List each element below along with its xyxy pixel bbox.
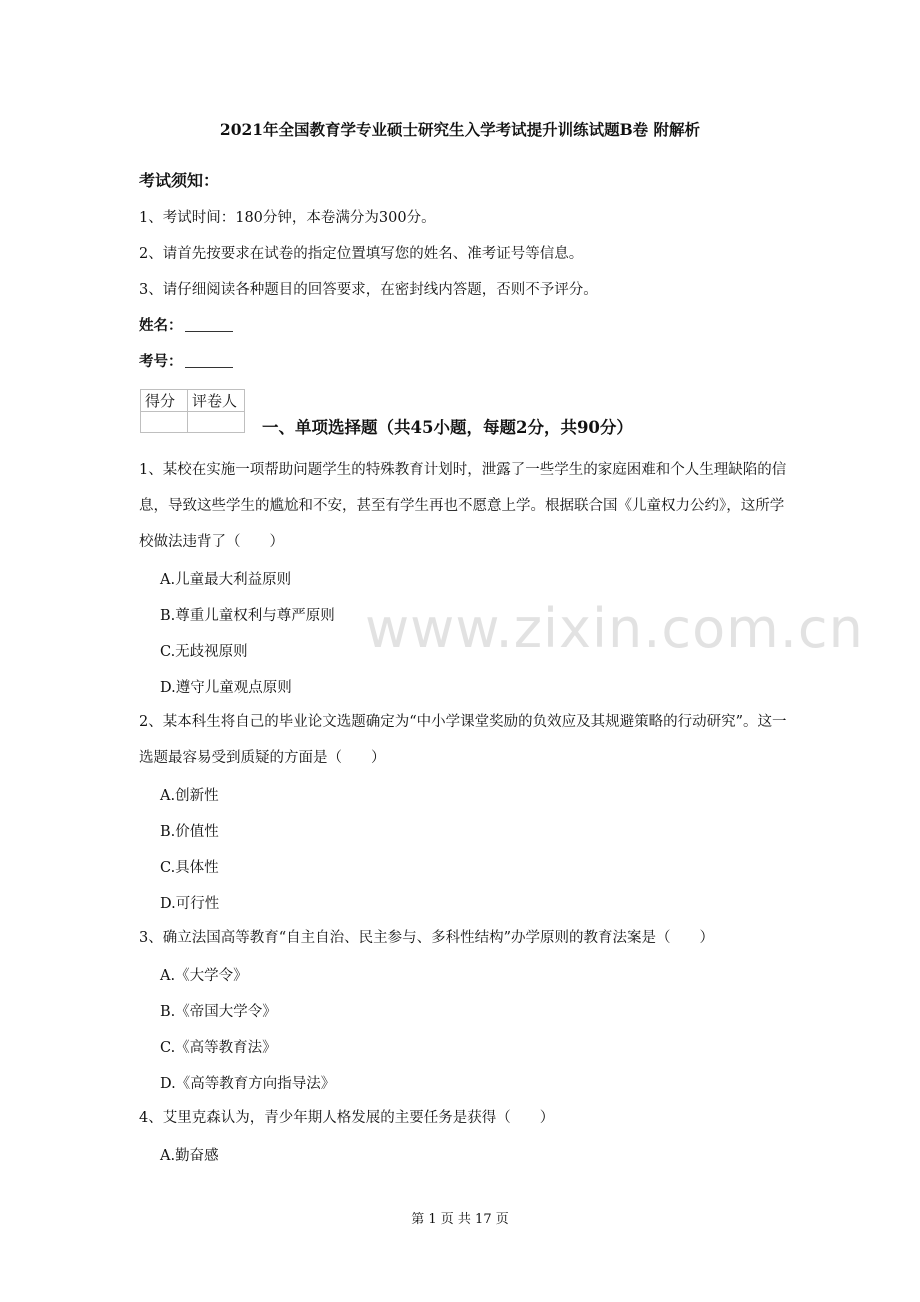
- question-4-option-a: A.勤奋感: [160, 1148, 219, 1164]
- page-footer: 第 1 页 共 17 页: [411, 1212, 509, 1227]
- document-title: 2021年全国教育学专业硕士研究生入学考试提升训练试题B卷 附解析: [219, 120, 701, 139]
- question-4-stem: 4、艾里克森认为，青少年期人格发展的主要任务是获得（ ）: [139, 1110, 555, 1126]
- question-3-option-c: C.《高等教育法》: [160, 1040, 277, 1056]
- watermark: www.zixin.com.cn: [365, 597, 864, 660]
- notice-item-3: 3、请仔细阅读各种题目的回答要求，在密封线内答题，否则不予评分。: [139, 282, 598, 298]
- question-2-option-c: C.具体性: [160, 860, 219, 876]
- question-2-stem: 2、某本科生将自己的毕业论文选题确定为“中小学课堂奖励的负效应及其规避策略的行动研究”。这一选题最容易受到质疑的方面是（ ）: [139, 714, 787, 766]
- score-cell[interactable]: [141, 412, 188, 433]
- id-field: [139, 350, 233, 371]
- notice-heading: 考试须知：: [139, 171, 220, 190]
- question-2-option-d: D.可行性: [160, 896, 220, 912]
- score-header: 得分: [141, 390, 188, 412]
- question-3-option-b: B.《帝国大学令》: [160, 1004, 277, 1020]
- question-1-option-d: D.遵守儿童观点原则: [160, 680, 292, 696]
- question-1-option-a: A.儿童最大利益原则: [160, 572, 292, 588]
- notice-item-1: 1、考试时间：180分钟，本卷满分为300分。: [139, 210, 436, 226]
- question-1-stem: 1、某校在实施一项帮助问题学生的特殊教育计划时，泄露了一些学生的家庭困难和个人生理缺陷的信息，导致这些学生的尴尬和不安，甚至有学生再也不愿意上学。根据联合国《儿童权力公约》，这所学校做法违背了（ ）: [139, 462, 787, 550]
- question-1-option-b: B.尊重儿童权利与尊严原则: [160, 608, 335, 624]
- question-2-option-b: B.价值性: [160, 824, 219, 840]
- grader-header: 评卷人: [188, 390, 245, 412]
- id-blank[interactable]: [185, 353, 233, 368]
- question-3-option-d: D.《高等教育方向指导法》: [160, 1076, 336, 1092]
- name-blank[interactable]: [185, 317, 233, 332]
- id-label: 考号：: [139, 353, 183, 370]
- question-3-stem: 3、确立法国高等教育“自主自治、民主参与、多科性结构”办学原则的教育法案是（ ）: [139, 930, 715, 946]
- name-field: [139, 314, 233, 335]
- score-table: [140, 389, 245, 433]
- question-1-option-c: C.无歧视原则: [160, 644, 248, 660]
- section-heading: 一、单项选择题（共45小题，每题2分，共90分）: [262, 418, 633, 437]
- grader-cell[interactable]: [188, 412, 245, 433]
- question-2-option-a: A.创新性: [160, 788, 219, 804]
- notice-item-2: 2、请首先按要求在试卷的指定位置填写您的姓名、准考证号等信息。: [139, 246, 584, 262]
- name-label: 姓名：: [139, 317, 183, 334]
- question-3-option-a: A.《大学令》: [160, 968, 248, 984]
